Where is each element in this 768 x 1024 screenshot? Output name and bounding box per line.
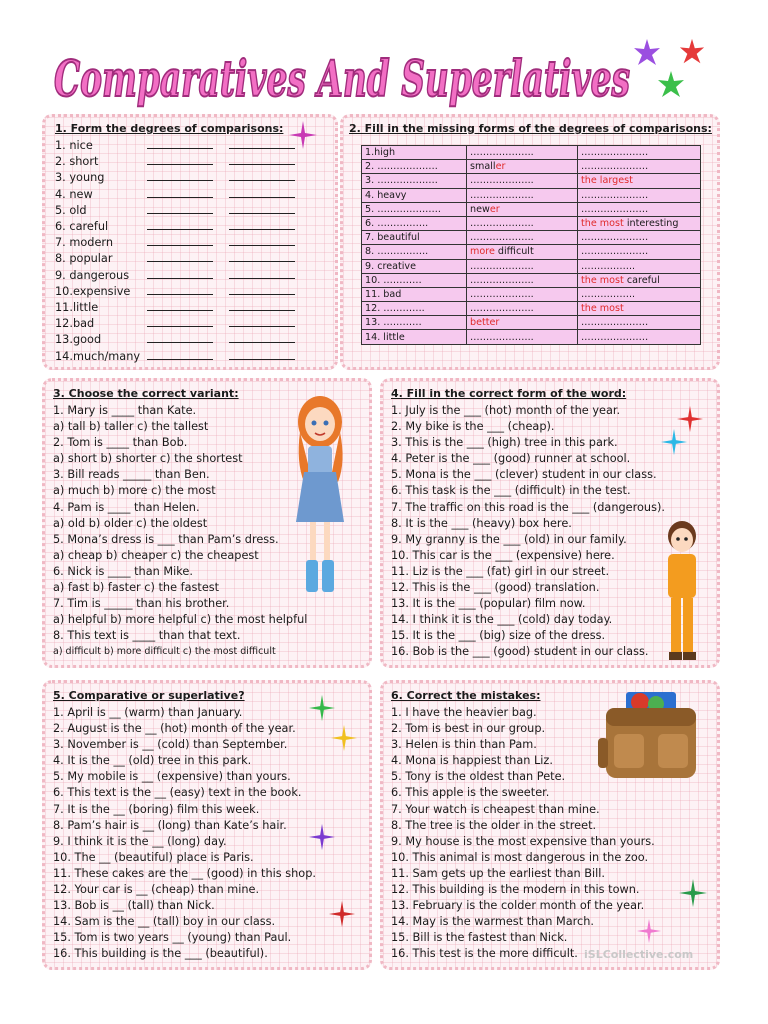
table-cell[interactable] bbox=[362, 146, 467, 160]
exercise-line: 7. Your watch is cheapest than mine. bbox=[391, 802, 600, 816]
exercise-line: 8. The tree is the older in the street. bbox=[391, 818, 597, 832]
adjective: 9. dangerous bbox=[55, 268, 130, 282]
section-1-row bbox=[55, 268, 335, 284]
exercise-line: 3. November is __ (cold) than September. bbox=[53, 738, 288, 752]
table-cell[interactable] bbox=[362, 259, 467, 273]
answer-blank[interactable] bbox=[229, 349, 295, 360]
star-burst-icon bbox=[656, 70, 686, 100]
table-cell[interactable] bbox=[467, 174, 578, 188]
cell-text: 14. little bbox=[365, 331, 405, 343]
exercise-line: 3. Helen is thin than Pam. bbox=[391, 738, 537, 752]
exercise-line: 1. April is __ (warm) than January. bbox=[53, 706, 243, 719]
exercise-line: 2. Tom is best in our group. bbox=[391, 722, 546, 736]
exercise-line: a) fast b) faster c) the fastest bbox=[53, 581, 220, 595]
section-5-heading: 5. Comparative or superlative? bbox=[53, 689, 245, 702]
exercise-line: 16. This building is the ___ (beautiful). bbox=[53, 947, 268, 961]
exercise-line: 15. Bill is the fastest than Nick. bbox=[391, 931, 568, 945]
answer-blank[interactable] bbox=[229, 235, 295, 246]
cell-text: ………………… bbox=[581, 189, 649, 201]
table-row bbox=[362, 174, 701, 188]
answer-blank[interactable] bbox=[229, 300, 295, 311]
sparkle-icon bbox=[330, 724, 358, 752]
exercise-line: 12. This is the ___ (good) translation. bbox=[391, 581, 600, 595]
answer-blank[interactable] bbox=[229, 187, 295, 198]
table-cell[interactable] bbox=[362, 188, 467, 202]
table-cell[interactable] bbox=[467, 231, 578, 245]
cell-text: ………………… bbox=[581, 331, 649, 343]
answer-blank[interactable] bbox=[147, 170, 213, 181]
section-4-heading: 4. Fill in the correct form of the word: bbox=[391, 387, 627, 400]
table-cell[interactable] bbox=[578, 160, 701, 174]
table-cell[interactable] bbox=[362, 245, 467, 259]
table-cell[interactable] bbox=[578, 302, 701, 316]
exercise-line: 4. It is the __ (old) tree in this park. bbox=[53, 754, 252, 768]
table-cell[interactable] bbox=[467, 316, 578, 330]
cell-text: …………….. bbox=[581, 288, 636, 300]
cell-text: small bbox=[470, 161, 496, 173]
exercise-line: 7. The traffic on this road is the ___ (dangerous). bbox=[391, 500, 665, 514]
cell-text: ………………… bbox=[581, 317, 649, 329]
table-cell[interactable] bbox=[467, 273, 578, 287]
adjective: 2. short bbox=[55, 155, 99, 169]
table-cell[interactable] bbox=[578, 273, 701, 287]
table-row bbox=[362, 245, 701, 259]
cell-text: 8. ……………. bbox=[365, 246, 429, 258]
given-answer: the larg bbox=[581, 175, 619, 187]
cell-text: interesting bbox=[623, 218, 679, 230]
section-3-heading: 3. Choose the correct variant: bbox=[53, 387, 239, 400]
section-1-row bbox=[55, 154, 335, 170]
exercise-line: 11. Liz is the ___ (fat) girl in our street. bbox=[391, 564, 610, 578]
exercise-line: 10. The __ (beautiful) place is Paris. bbox=[53, 850, 254, 864]
exercise-line: 6. This apple is the sweeter. bbox=[391, 786, 550, 800]
cell-text: 2. ………………. bbox=[365, 161, 438, 173]
exercise-line: 4. Mona is happiest than Liz. bbox=[391, 754, 553, 768]
answer-blank[interactable] bbox=[229, 268, 295, 279]
answer-blank[interactable] bbox=[147, 138, 213, 149]
exercise-line: 12. Your car is __ (cheap) than mine. bbox=[53, 883, 260, 897]
cell-text: 6. ……………. bbox=[365, 218, 429, 230]
table-cell[interactable] bbox=[578, 216, 701, 230]
table-row bbox=[362, 287, 701, 301]
table-cell[interactable] bbox=[362, 273, 467, 287]
exercise-line: 8. Pam’s hair is __ (long) than Kate’s hair. bbox=[53, 818, 287, 832]
table-cell[interactable] bbox=[578, 146, 701, 160]
cell-text: 4. heavy bbox=[365, 189, 407, 201]
given-answer: more bbox=[470, 246, 495, 258]
schoolbag-illustration bbox=[596, 688, 708, 788]
given-answer: er bbox=[495, 161, 506, 173]
table-cell[interactable] bbox=[467, 245, 578, 259]
answer-blank[interactable] bbox=[229, 251, 295, 262]
table-cell[interactable] bbox=[467, 216, 578, 230]
exercise-line: 15. Tom is two years __ (young) than Paul. bbox=[53, 931, 292, 945]
table-row bbox=[362, 216, 701, 230]
exercise-line: 4. Pam is ____ than Helen. bbox=[53, 500, 200, 514]
exercise-line: 5. Mona is the ___ (clever) student in our class. bbox=[391, 468, 657, 482]
sparkle-icon bbox=[660, 428, 688, 456]
answer-blank[interactable] bbox=[147, 349, 213, 360]
exercise-line: 3. Bill reads _____ than Ben. bbox=[53, 468, 210, 482]
answer-blank[interactable] bbox=[147, 203, 213, 214]
table-cell[interactable] bbox=[362, 216, 467, 230]
exercise-line: 9. My house is the most expensive than yours. bbox=[391, 834, 655, 848]
table-cell[interactable] bbox=[467, 259, 578, 273]
cell-text: 13. ………… bbox=[365, 317, 422, 329]
boy-illustration bbox=[658, 518, 706, 666]
exercise-line: 5. My mobile is __ (expensive) than yours. bbox=[53, 770, 291, 784]
cell-text: ……………….. bbox=[470, 189, 534, 201]
section-1-heading: 1. Form the degrees of comparisons: bbox=[55, 122, 284, 135]
cell-text: 7. beautiful bbox=[365, 232, 420, 244]
table-cell[interactable] bbox=[467, 302, 578, 316]
table-cell[interactable] bbox=[362, 160, 467, 174]
star-burst-icon bbox=[678, 38, 706, 66]
table-cell[interactable] bbox=[362, 202, 467, 216]
answer-blank[interactable] bbox=[147, 219, 213, 230]
exercise-line: 8. It is the ___ (heavy) box here. bbox=[391, 516, 572, 530]
adjective: 10.expensive bbox=[55, 284, 131, 298]
table-cell[interactable] bbox=[578, 245, 701, 259]
section-1-row bbox=[55, 300, 335, 316]
table-row bbox=[362, 302, 701, 316]
table-row bbox=[362, 259, 701, 273]
answer-blank[interactable] bbox=[147, 284, 213, 295]
exercise-line: 13. It is the ___ (popular) film now. bbox=[391, 597, 586, 611]
exercise-line: 1. I have the heavier bag. bbox=[391, 706, 537, 719]
table-cell[interactable] bbox=[362, 231, 467, 245]
table-cell[interactable] bbox=[578, 287, 701, 301]
answer-blank[interactable] bbox=[147, 300, 213, 311]
cell-text: 12. …………. bbox=[365, 303, 425, 315]
exercise-line: a) cheap b) cheaper c) the cheapest bbox=[53, 548, 259, 562]
given-answer: est bbox=[618, 175, 633, 187]
adjective: 4. new bbox=[55, 187, 93, 201]
girl-illustration bbox=[290, 392, 352, 600]
section-2-heading: 2. Fill in the missing forms of the degrees of comparisons: bbox=[349, 122, 712, 135]
table-cell[interactable] bbox=[578, 202, 701, 216]
exercise-line: 9. I think it is the __ (long) day. bbox=[53, 834, 227, 848]
section-2-box bbox=[340, 114, 720, 370]
table-row bbox=[362, 202, 701, 216]
given-answer: the most bbox=[581, 274, 624, 286]
cell-text: 3. ………………. bbox=[365, 175, 438, 187]
table-cell[interactable] bbox=[467, 287, 578, 301]
table-row bbox=[362, 316, 701, 330]
section-1-row bbox=[55, 219, 335, 235]
section-1-row bbox=[55, 332, 335, 348]
section-1-row bbox=[55, 170, 335, 186]
exercise-line: 6. This task is the ___ (difficult) in the test. bbox=[391, 484, 631, 498]
table-row bbox=[362, 188, 701, 202]
exercise-line: 4. Peter is the ___ (good) runner at school. bbox=[391, 452, 631, 466]
exercise-line: 5. Tony is the oldest than Pete. bbox=[391, 770, 566, 784]
given-answer: the most bbox=[581, 218, 624, 230]
cell-text: careful bbox=[623, 274, 660, 286]
table-cell[interactable] bbox=[362, 316, 467, 330]
exercise-line: 2. My bike is the ___ (cheap). bbox=[391, 420, 555, 434]
cell-text: …………….. bbox=[581, 260, 636, 272]
table-cell[interactable] bbox=[578, 316, 701, 330]
exercise-line: 11. Sam gets up the earliest than Bill. bbox=[391, 866, 605, 880]
table-cell[interactable] bbox=[467, 330, 578, 344]
answer-blank[interactable] bbox=[229, 203, 295, 214]
sparkle-icon bbox=[636, 918, 662, 944]
cell-text: ……………….. bbox=[470, 288, 534, 300]
answer-blank[interactable] bbox=[229, 316, 295, 327]
adjective: 7. modern bbox=[55, 236, 114, 250]
exercise-line: 2. August is the __ (hot) month of the year. bbox=[53, 722, 296, 736]
table-cell[interactable] bbox=[578, 259, 701, 273]
exercise-line: 10. This car is the ___ (expensive) here. bbox=[391, 548, 615, 562]
exercise-line: 12. This building is the modern in this town. bbox=[391, 883, 640, 897]
cell-text: ……………….. bbox=[470, 303, 534, 315]
sparkle-icon bbox=[678, 878, 708, 908]
adjective: 12.bad bbox=[55, 317, 95, 331]
exercise-line: 15. It is the ___ (big) size of the dress. bbox=[391, 629, 606, 643]
exercise-line: 6. Nick is ____ than Mike. bbox=[53, 564, 193, 578]
section-1-row bbox=[55, 187, 335, 203]
exercise-line: 13. Bob is __ (tall) than Nick. bbox=[53, 899, 215, 913]
table-cell[interactable] bbox=[578, 231, 701, 245]
cell-text: ……………….. bbox=[470, 260, 534, 272]
answer-blank[interactable] bbox=[229, 154, 295, 165]
answer-blank[interactable] bbox=[147, 316, 213, 327]
adjective: 3. young bbox=[55, 171, 105, 185]
watermark: iSLCollective.com bbox=[584, 948, 694, 961]
section-1-list bbox=[55, 138, 335, 365]
sparkle-icon bbox=[328, 900, 356, 928]
section-1-row bbox=[55, 251, 335, 267]
exercise-line: 7. Tim is _____ than his brother. bbox=[53, 597, 230, 611]
answer-blank[interactable] bbox=[147, 268, 213, 279]
answer-blank[interactable] bbox=[147, 235, 213, 246]
section-1-row bbox=[55, 235, 335, 251]
table-row bbox=[362, 231, 701, 245]
adjective: 6. careful bbox=[55, 220, 109, 234]
cell-text: ………………… bbox=[581, 161, 649, 173]
table-row bbox=[362, 273, 701, 287]
exercise-line: 8. This text is ____ than that text. bbox=[53, 629, 241, 643]
cell-text: ………………… bbox=[581, 232, 649, 244]
exercise-line: 13. February is the colder month of the year. bbox=[391, 899, 645, 913]
exercise-line: 6. This text is the __ (easy) text in the book. bbox=[53, 786, 302, 800]
exercise-line: 14. I think it is the ___ (cold) day today. bbox=[391, 613, 613, 627]
adjective: 8. popular bbox=[55, 252, 113, 266]
worksheet-title bbox=[50, 40, 650, 110]
exercise-line: a) tall b) taller c) the tallest bbox=[53, 420, 209, 434]
section-1-row bbox=[55, 316, 335, 332]
sparkle-icon bbox=[288, 120, 318, 150]
exercise-line: 9. My granny is the ___ (old) in our family. bbox=[391, 532, 627, 546]
answer-blank[interactable] bbox=[147, 332, 213, 343]
cell-text: difficult bbox=[494, 246, 534, 258]
cell-text: 10. ………… bbox=[365, 274, 422, 286]
answer-blank[interactable] bbox=[229, 138, 295, 149]
exercise-line: 5. Mona’s dress is ___ than Pam’s dress. bbox=[53, 532, 279, 546]
cell-text: ………………… bbox=[581, 246, 649, 258]
cell-text: ……………….. bbox=[470, 274, 534, 286]
table-cell[interactable] bbox=[362, 330, 467, 344]
cell-text: new bbox=[470, 203, 490, 215]
exercise-line: 1. July is the ___ (hot) month of the year. bbox=[391, 404, 621, 417]
table-cell[interactable] bbox=[362, 302, 467, 316]
adjective: 1. nice bbox=[55, 139, 93, 152]
cell-text: ……………….. bbox=[470, 218, 534, 230]
exercise-line: 14. Sam is the __ (tall) boy in our class. bbox=[53, 915, 276, 929]
exercise-line: a) short b) shorter c) the shortest bbox=[53, 452, 243, 466]
table-cell[interactable] bbox=[578, 188, 701, 202]
table-row bbox=[362, 330, 701, 344]
exercise-line: 14. May is the warmest than March. bbox=[391, 915, 595, 929]
answer-blank[interactable] bbox=[147, 187, 213, 198]
exercise-line: 3. This is the ___ (high) tree in this park. bbox=[391, 436, 618, 450]
section-1-row bbox=[55, 284, 335, 300]
exercise-line: 1. Mary is ____ than Kate. bbox=[53, 404, 197, 417]
cell-text: ……………….. bbox=[470, 232, 534, 244]
cell-text: ………………… bbox=[581, 203, 649, 215]
section-6-heading: 6. Correct the mistakes: bbox=[391, 689, 541, 702]
answer-blank[interactable] bbox=[229, 219, 295, 230]
star-burst-icon bbox=[632, 38, 662, 68]
exercise-line: 11. These cakes are the __ (good) in this shop. bbox=[53, 866, 316, 880]
answer-blank[interactable] bbox=[147, 154, 213, 165]
cell-text: ………………… bbox=[581, 147, 649, 159]
sparkle-icon bbox=[308, 694, 336, 722]
adjective: 5. old bbox=[55, 203, 87, 217]
table-cell[interactable] bbox=[467, 188, 578, 202]
given-answer: the most bbox=[581, 303, 624, 315]
given-answer: er bbox=[489, 203, 500, 215]
cell-text: ……………….. bbox=[470, 147, 534, 159]
exercise-line: 10. This animal is most dangerous in the zoo. bbox=[391, 850, 649, 864]
section-1-row bbox=[55, 349, 335, 365]
sparkle-icon bbox=[308, 823, 336, 851]
table-cell[interactable] bbox=[578, 330, 701, 344]
table-cell[interactable] bbox=[362, 174, 467, 188]
cell-text: 5. ……………….. bbox=[365, 203, 441, 215]
answer-blank[interactable] bbox=[229, 170, 295, 181]
answer-blank[interactable] bbox=[147, 251, 213, 262]
section-3-last-option: a) difficult b) more difficult c) the most difficult bbox=[53, 646, 276, 658]
table-row bbox=[362, 160, 701, 174]
exercise-line: a) helpful b) more helpful c) the most helpful bbox=[53, 613, 308, 627]
exercise-line: a) old b) older c) the oldest bbox=[53, 516, 208, 530]
cell-text: ……………….. bbox=[470, 175, 534, 187]
cell-text: 1.high bbox=[365, 147, 396, 159]
cell-text: ……………….. bbox=[470, 331, 534, 343]
table-cell[interactable] bbox=[467, 146, 578, 160]
table-cell[interactable] bbox=[362, 287, 467, 301]
section-1-row bbox=[55, 203, 335, 219]
title-text: Comparatives And Superlatives bbox=[54, 49, 630, 108]
cell-text: 9. creative bbox=[365, 260, 416, 272]
given-answer: better bbox=[470, 317, 500, 329]
exercise-line: 7. It is the __ (boring) film this week. bbox=[53, 802, 260, 816]
exercise-line: 2. Tom is ____ than Bob. bbox=[53, 436, 188, 450]
exercise-line: a) much b) more c) the most bbox=[53, 484, 216, 498]
adjective: 14.much/many bbox=[55, 349, 141, 363]
answer-blank[interactable] bbox=[229, 332, 295, 343]
exercise-line: 16. Bob is the ___ (good) student in our class. bbox=[391, 645, 649, 659]
adjective: 13.good bbox=[55, 333, 102, 347]
exercise-line: 16. This test is the more difficult. bbox=[391, 947, 578, 961]
table-cell[interactable] bbox=[467, 202, 578, 216]
cell-text: 11. bad bbox=[365, 288, 402, 300]
answer-blank[interactable] bbox=[229, 284, 295, 295]
comparison-table bbox=[361, 145, 701, 345]
section-1-box bbox=[42, 114, 338, 370]
table-cell[interactable] bbox=[578, 174, 701, 188]
table-cell[interactable] bbox=[467, 160, 578, 174]
adjective: 11.little bbox=[55, 301, 99, 315]
table-row bbox=[362, 146, 701, 160]
